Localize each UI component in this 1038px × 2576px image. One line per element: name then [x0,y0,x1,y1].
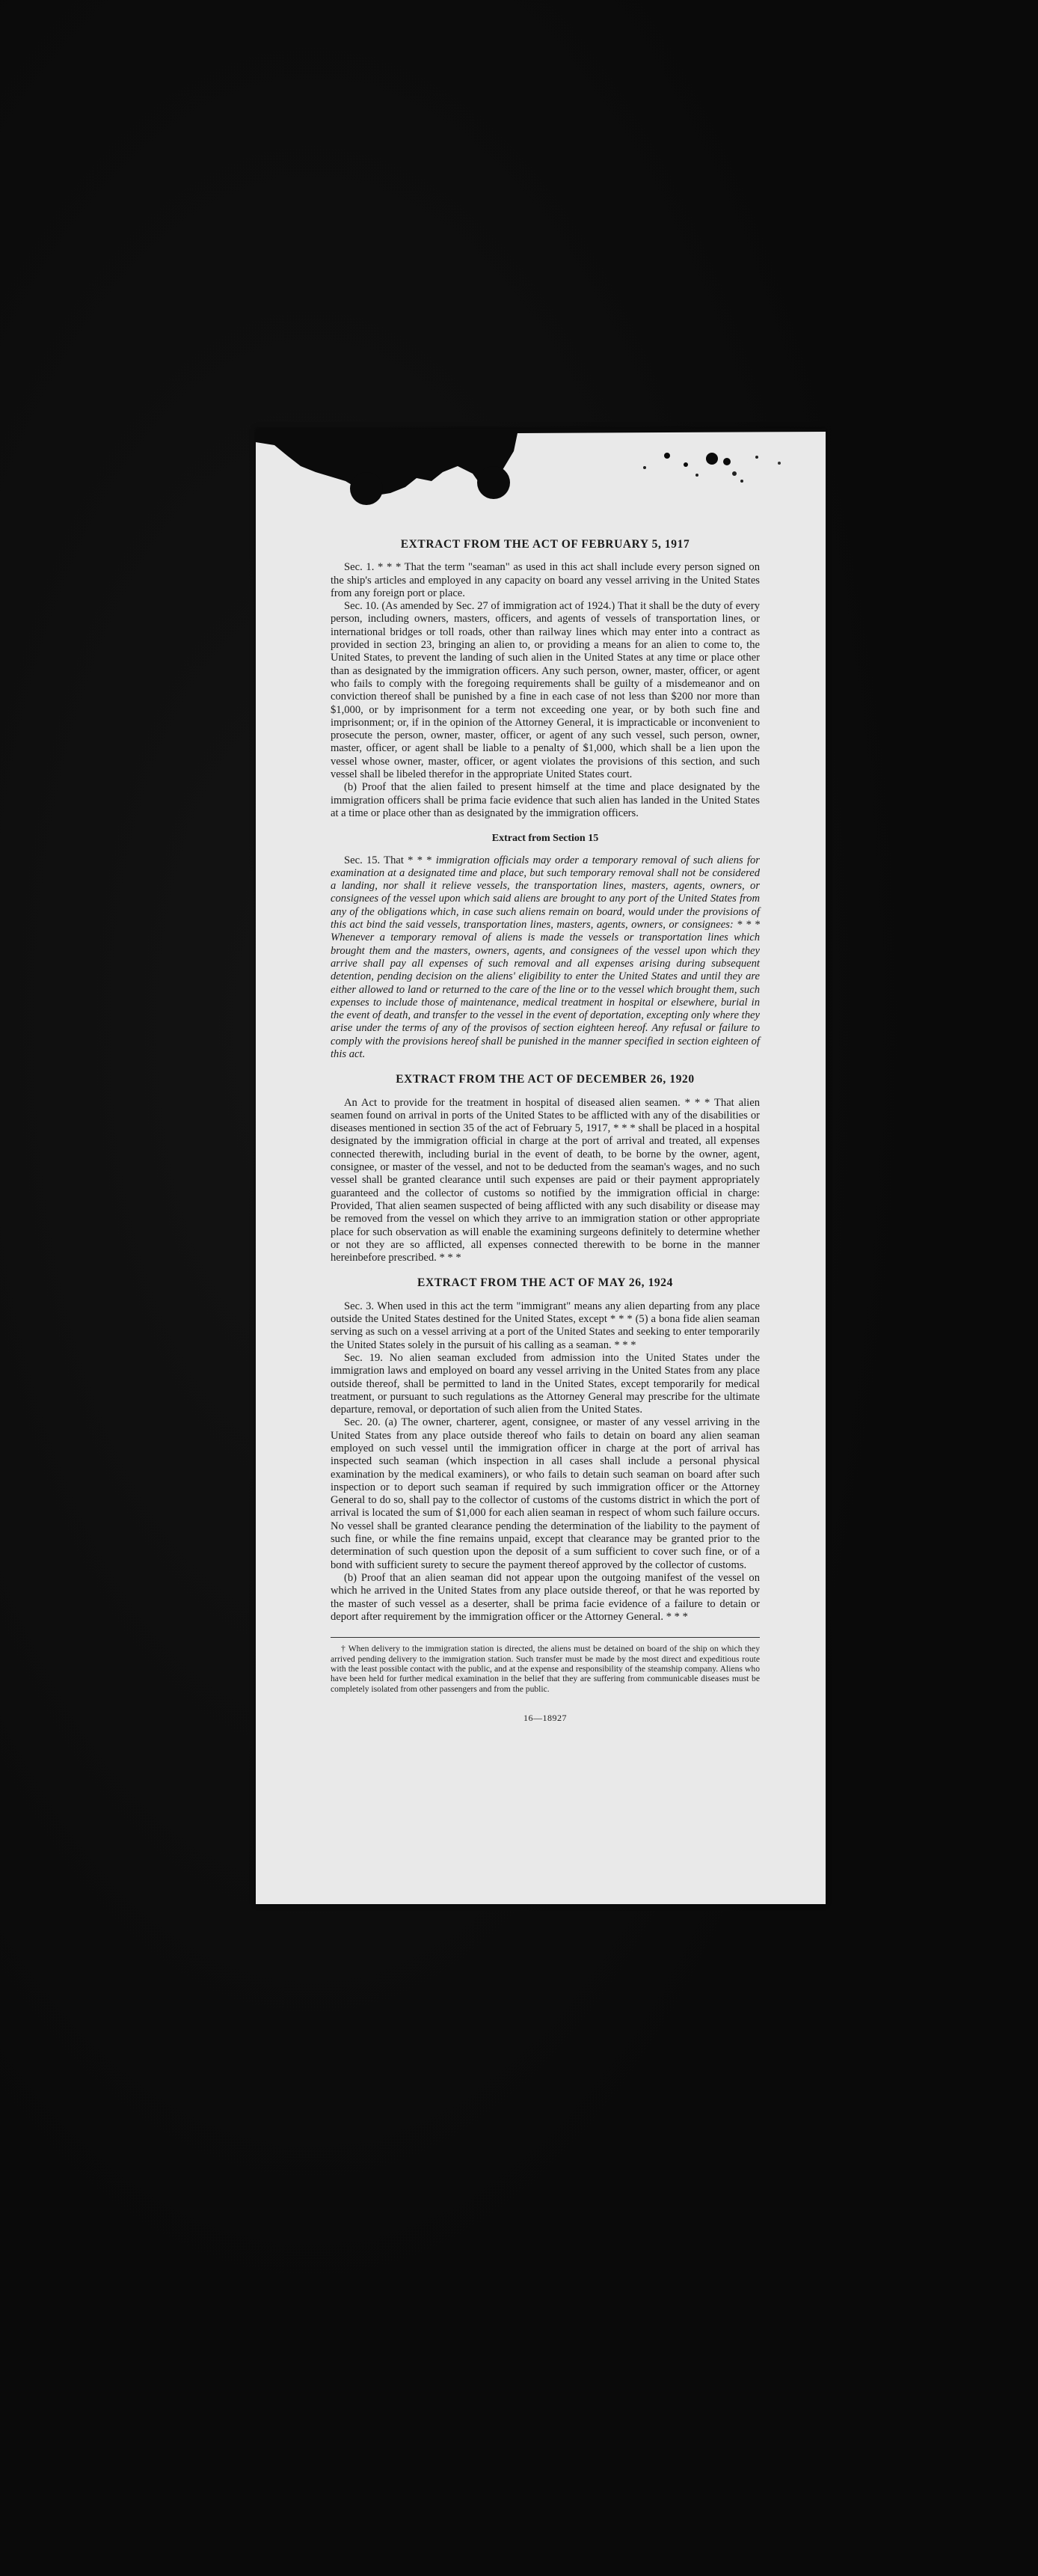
punch-hole-right [477,466,510,499]
punch-hole-left [350,472,383,505]
torn-edge-shape [256,429,826,496]
ink-spot [723,458,731,465]
ink-spot [695,474,698,477]
ink-spot [706,453,718,465]
paragraph-sec-15 [331,854,760,1062]
heading-act-1924: EXTRACT FROM THE ACT OF MAY 26, 1924 [417,1276,673,1290]
ink-spot [643,466,646,469]
ink-spot [740,480,743,483]
sec-15-lead: Sec. 15. That * * * [344,854,436,866]
document-page [256,429,826,1904]
ink-spot [684,462,688,467]
heading-act-1917: EXTRACT FROM THE ACT OF FEBRUARY 5, 1917 [400,538,690,551]
form-number: 16—18927 [523,1713,567,1724]
paragraph-sec-1: Sec. 1. * * * That the term "seaman" as used in this act shall include every person signed on the ship's articles and employed in any capacity on board any vessel arriving in the United States from any foreign port or place. [331,561,760,599]
paragraph-sec-20-b: (b) Proof that an alien seaman did not appear upon the outgoing manifest of the vessel on which he arrived in the United States from any place outside thereof, or that he was reported by the master of such vessel as a deserter, shall be prima facie evidence of a failure to detain or deport after requirement by the immigration officer or the Attorney General. * * * [331,1571,760,1623]
ink-spot [664,453,670,459]
footnote-divider [331,1637,760,1638]
heading-act-1920: EXTRACT FROM THE ACT OF DECEMBER 26, 1920 [396,1073,695,1086]
ink-spot [732,471,737,476]
footnote-text: † When delivery to the immigration station is directed, the aliens must be detained on board of the ship on which they arrived pending delivery to the immigration station. Such transfer must be made by the most direct and expeditious route with the least possible contact with the public, and at the expense and responsibility of the steamship company. Aliens who have been held for further medical examination in the belief that they are suffering from communicable diseases must be completely isolated from other passengers and from the public. [331,1644,760,1694]
sec-15-italic-text: immigration officials may order a temporary removal of such aliens for examination at a designated time and place, but such temporary removal shall not be considered a landing, nor shall it relieve vessels, the transportation lines, masters, agents, owners, or consignees of the vessel upon which said aliens are brought to any port of the United States from any of the obligations which, in case such aliens remain on board, would under the provisions of this act bind the said vessels, transportation lines, masters, agents, owners, or consignees: * * * Whenever a temporary removal of aliens is made the vessels or transportation lines which brought them and the masters, owners, agents, and consignees of the vessel upon which they arrive shall pay all expenses of such removal and all expenses arising during subsequent detention, pending decision on the aliens' eligibility to enter the United States and until they are either allowed to land or returned to the care of the line or to the vessel which brought them, such expenses to include those of maintenance, medical treatment in hospital or elsewhere, burial in the event of death, and transfer to the vessel in the event of deportation, excepting only where they arise under the terms of any of the provisos of section eighteen hereof. Any refusal or failure to comply with the provisions hereof shall be punished in the manner specified in section eighteen of this act. [331,854,760,1060]
paragraph-sec-19: Sec. 19. No alien seaman excluded from admission into the United States under the immigration laws and employed on board any vessel arriving in the United States from any place outside thereof, shall be permitted to land in the United States, except temporarily for medical treatment, or pursuant to such regulations as the Attorney General may prescribe for the ultimate departure, removal, or deportation of such alien from the United States. [331,1351,760,1416]
footnote [331,1644,760,1694]
document-body [331,538,760,1725]
subheading-section-15: Extract from Section 15 [491,833,599,845]
torn-top-edge [256,429,826,518]
paragraph-sec-20: Sec. 20. (a) The owner, charterer, agent, consignee, or master of any vessel arriving in the United States from any place outside thereof who fails to detain on board any alien seaman employed on such vessel until the immigration officer in charge at the port of arrival has inspected such seaman (which inspection in all cases shall include a personal physical examination by the medical examiners), or who fails to detain such seaman on board after such inspection or to deport such seaman if required by such immigration officer or the Attorney General to do so, shall pay to the collector of customs of the customs district in which the port of arrival is located the sum of $1,000 for each alien seaman in respect of whom such failure occurs. No vessel shall be granted clearance pending the determination of the liability to the payment of such fine, or while the fine remains unpaid, except that clearance may be granted prior to the determination of such question upon the deposit of a sum sufficient to cover such fine, or of a bond with sufficient surety to secure the payment thereof approved by the collector of customs. [331,1416,760,1571]
paragraph-sec-10-b: (b) Proof that the alien failed to present himself at the time and place designated by the immigration officers shall be prima facie evidence that such alien has landed in the United States at a time or place other than as designated by the immigration officers. [331,781,760,819]
spacer [331,1264,760,1276]
paragraph-sec-3: Sec. 3. When used in this act the term "immigrant" means any alien departing from any place outside the United States destined for the United States, except * * * (5) a bona fide alien seaman serving as such on a vessel arriving at a port of the United States and seeking to enter temporarily the United States solely in the pursuit of his calling as a seaman. * * * [331,1300,760,1351]
ink-spot [755,456,758,459]
paragraph-act-1920: An Act to provide for the treatment in hospital of diseased alien seamen. * * * That alien seamen found on arrival in ports of the United States to be afflicted with any of the disabilities or diseases mentioned in section 35 of the act of February 5, 1917, * * * shall be placed in a hospital designated by the immigration official in charge at the port of arrival and treated, all expenses connected therewith, including burial in the event of death, to be borne by the owner, agent, consignee, or master of the vessel, and not to be deducted from the seaman's wages, and no such vessel shall be granted clearance until such expenses are paid or their payment appropriately guaranteed and the collector of customs so notified by the immigration official in charge: Provided, That alien seamen suspected of being afflicted with any such disability or disease may be removed from the vessel on which they arrive to an immigration station or other appropriate place for such observation as will enable the examining surgeons definitely to determine whether or not they are so afflicted, all expenses connected therewith to be borne in the manner hereinbefore prescribed. * * * [331,1096,760,1264]
paragraph-sec-10: Sec. 10. (As amended by Sec. 27 of immigration act of 1924.) That it shall be the duty of every person, including owners, masters, officers, and agents of vessels of transportation lines, or international bridges or toll roads, other than railway lines which may enter into a contract as provided in section 23, bringing an alien to, or providing a means for an alien to come to, the United States, to prevent the landing of such alien in the United States at any time or place other than as designated by the immigration officers. Any such person, owner, master, officer, or agent who fails to comply with the foregoing requirements shall be guilty of a misdemeanor and on conviction thereof shall be punished by a fine in each case of not less than $200 nor more than $1,000, or by imprisonment for a term not exceeding one year, or by both such fine and imprisonment; or, if in the opinion of the Attorney General, it is impracticable or inconvenient to prosecute the person, owner, master, officer, or agent of any such vessel, such person, owner, master, officer, or agent shall be liable to a penalty of $1,000, which shall be a lien upon the vessel whose owner, master, officer, or agent violates the provisions of this section, and such vessel shall be libeled therefor in the appropriate United States court. [331,600,760,781]
ink-spot [778,462,781,465]
spacer [331,1061,760,1073]
